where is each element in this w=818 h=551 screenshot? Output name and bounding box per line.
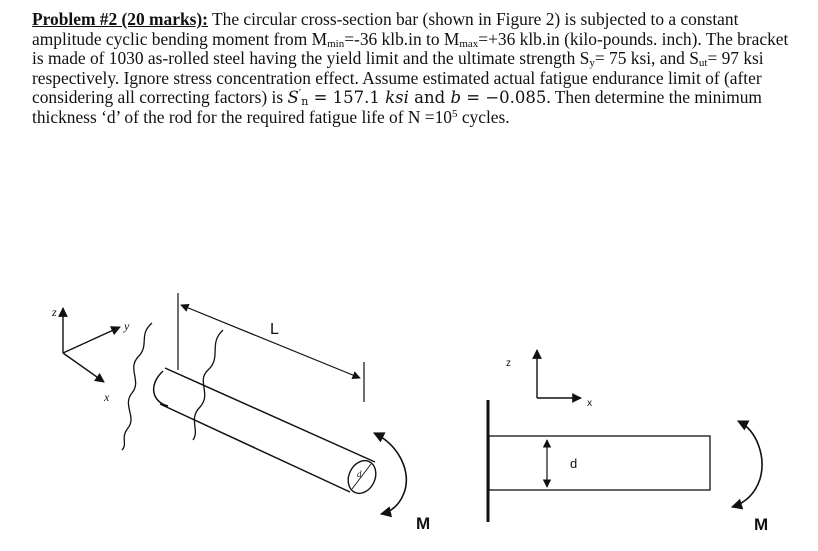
- b-value: = −0.085: [461, 88, 547, 108]
- axes-2d: [506, 350, 592, 409]
- side-view: [488, 400, 710, 522]
- wall-break-line-left: [122, 323, 152, 450]
- bar-top-edge: [165, 368, 375, 462]
- ksi-unit: ksi: [385, 88, 409, 108]
- thickness-d-label: d: [570, 456, 578, 471]
- moment-left-arc: [374, 433, 406, 514]
- dim-line-l: [181, 305, 360, 378]
- axis-x-label: x: [104, 390, 110, 404]
- side-axis-z-label: z: [506, 358, 511, 369]
- length-l-label: L: [270, 321, 279, 338]
- axis-y-label: y: [124, 319, 130, 333]
- problem-text-5: = 97 ksi respectively. Ignore stress concentration effect. Assume estimated actual fatigue endurance limit of (after considering all correcting factors) is: [32, 48, 764, 108]
- sn-subscript: n: [301, 95, 309, 109]
- problem-text-4: = 75 ksi, and S: [594, 48, 699, 69]
- b-symbol: b: [450, 88, 461, 108]
- axis-z-label: z: [52, 305, 57, 319]
- bar-end-d-label: d: [357, 469, 362, 479]
- superscript-5: 5: [451, 107, 458, 120]
- circular-bar: [154, 368, 381, 498]
- subscript-max: max: [459, 37, 479, 50]
- moment-right: [732, 421, 768, 534]
- problem-text-3: =+36 klb.in (kilo-pounds. inch). The bracket is made of 1030 as-rolled steel having the yield limit and the ultimate strength S: [32, 28, 789, 69]
- sn-value: = 157.1: [308, 88, 386, 108]
- and-word: and: [408, 88, 451, 108]
- sn-symbol: S: [287, 88, 299, 108]
- problem-text-2: =-36 klb.in to M: [344, 28, 460, 49]
- problem-text-1: The circular cross-section bar (shown in Figure 2) is subjected to a constant amplitude cyclic bending moment from M: [32, 9, 739, 49]
- subscript-ut: ut: [698, 57, 708, 70]
- axes-3d: [51, 305, 130, 404]
- bar-left-end: [154, 371, 168, 406]
- problem-heading: Problem #2 (20 marks):: [32, 9, 208, 29]
- axis-x-line: [63, 353, 104, 382]
- moment-right-arc: [732, 421, 762, 507]
- axis-y-line: [63, 327, 120, 353]
- side-bar: [489, 436, 710, 490]
- problem-text-7: cycles.: [457, 106, 510, 127]
- problem-text-6: . Then determine the minimum thickness ‘d’ of the rod for the required fatigue life of N =10: [32, 87, 762, 127]
- side-axis-x-label: x: [587, 398, 592, 409]
- subscript-y: y: [589, 57, 595, 70]
- moment-left-label: M: [416, 514, 431, 533]
- subscript-min: min: [327, 37, 345, 50]
- moment-left: [374, 433, 430, 533]
- wall-break-line-right: [193, 330, 223, 440]
- bar-bottom-edge: [160, 404, 350, 492]
- moment-right-label: M: [754, 515, 769, 534]
- sn-prime: ′: [298, 87, 302, 101]
